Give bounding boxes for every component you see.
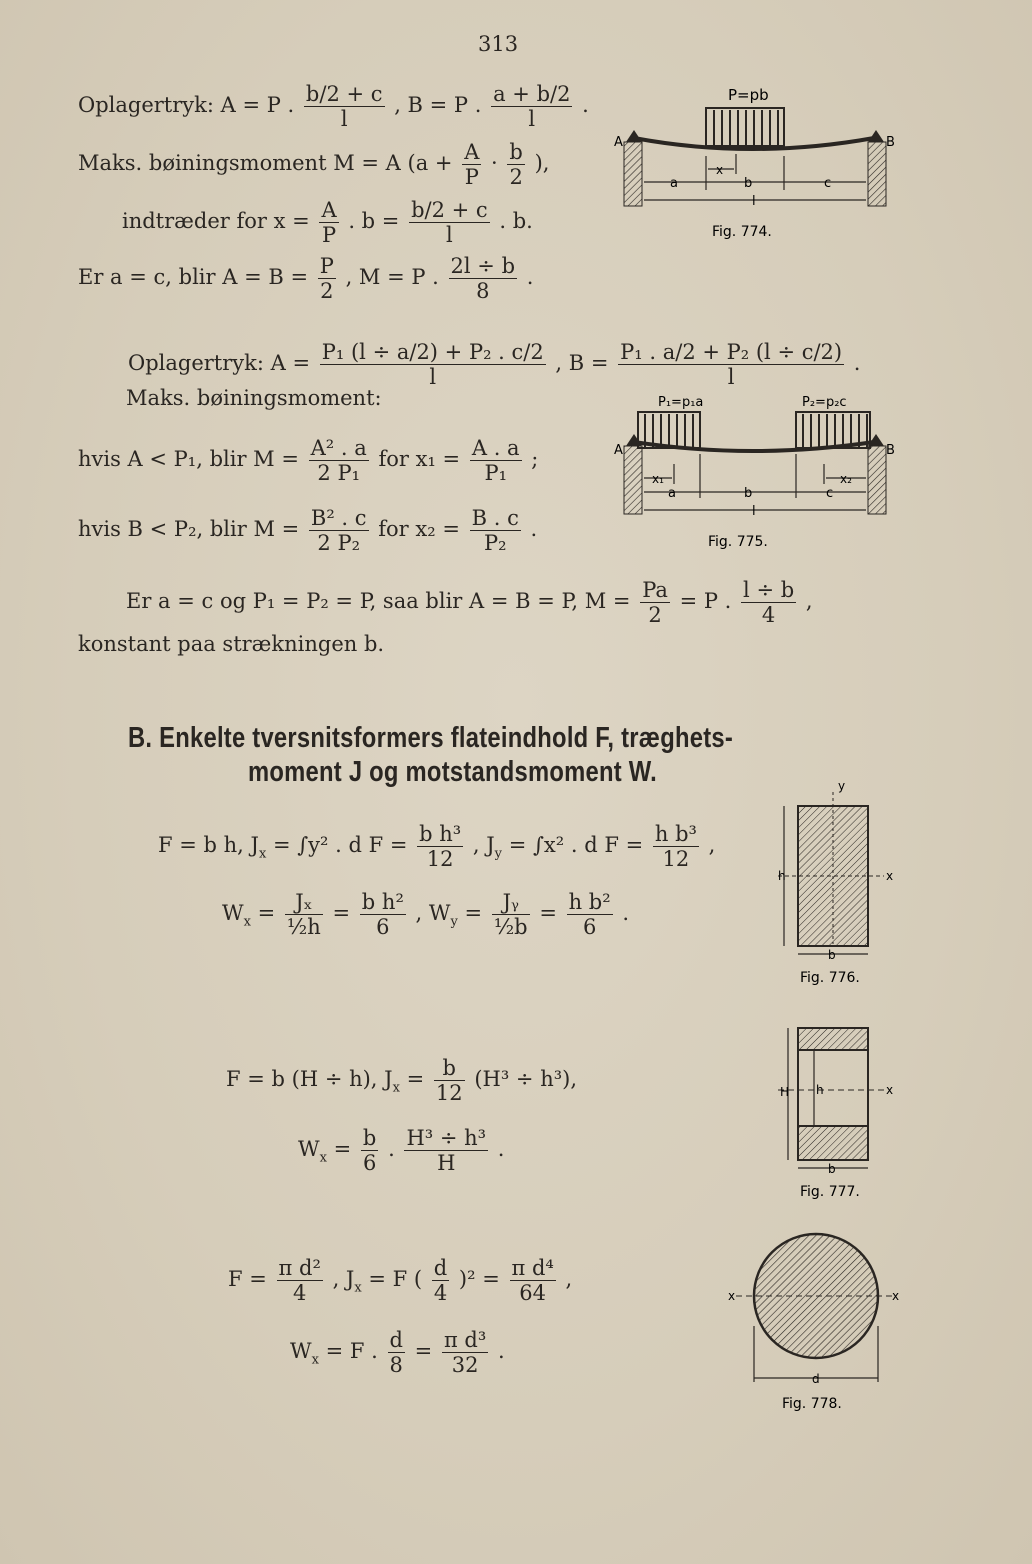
figure-caption: Fig. 778. (782, 1396, 842, 1412)
sec2-line-symmetric (126, 578, 813, 627)
formula-part: , B = P . (394, 93, 482, 118)
formula-part: A = B = (222, 265, 309, 290)
formula-part: = (332, 901, 351, 926)
denominator: 12 (426, 847, 454, 872)
formula-part: . (622, 901, 630, 926)
formula-part: . b = (348, 209, 400, 234)
support-label-b: B (886, 135, 895, 150)
formula-part: , (805, 589, 813, 614)
formula-part: x₁ = (415, 447, 461, 472)
fig775-diagram (612, 388, 902, 558)
numerator: h b³ (654, 822, 697, 846)
fraction (492, 890, 530, 939)
formula-part: for (378, 447, 409, 472)
formula-part: W (290, 1339, 312, 1364)
denominator: 6 (362, 1151, 377, 1176)
formula-part: = ∫y² . d F = (272, 833, 408, 858)
formula-part: = (539, 901, 557, 926)
denominator: 4 (433, 1281, 448, 1306)
fraction (470, 506, 521, 555)
figure-caption: Fig. 777. (800, 1184, 860, 1200)
formula-part: . (497, 1137, 505, 1162)
denominator: P (321, 223, 337, 248)
denominator: 2 P₂ (317, 531, 361, 556)
dim-b: b (744, 486, 753, 501)
denominator: H (437, 1151, 456, 1176)
fraction (432, 1256, 449, 1305)
numerator: P₁ (l ÷ a/2) + P₂ . c/2 (321, 340, 544, 364)
dim-a: a (670, 176, 678, 191)
subscript: x (311, 1352, 319, 1368)
formula-part: . (526, 265, 534, 290)
subscript: x (392, 1080, 400, 1096)
formula-part: = F . (325, 1339, 378, 1364)
denominator: 64 (519, 1281, 547, 1306)
numerator: π d⁴ (511, 1256, 554, 1280)
formula-part: x = (273, 209, 310, 234)
formula-part: , M = P . (345, 265, 439, 290)
formula-part: = ∫x² . d F = (508, 833, 644, 858)
bottom-flange (798, 1126, 868, 1160)
fraction (309, 436, 369, 485)
denominator: 2 (509, 165, 523, 190)
dim-x: x (716, 163, 724, 177)
subscript: x (258, 846, 267, 862)
dim-b: b (828, 1162, 836, 1176)
denominator: 4 (761, 603, 776, 628)
fraction (470, 436, 522, 485)
formula-part: , J (332, 1267, 355, 1292)
section-heading-line2: moment J og motstandsmoment W. (248, 756, 658, 788)
formula-part: W (298, 1137, 320, 1162)
fraction (507, 140, 524, 189)
formula-part: = (414, 1339, 433, 1364)
fraction (319, 198, 338, 247)
fig776-diagram (770, 778, 910, 988)
formula-part: A = P . (220, 93, 295, 118)
numerator: P₁ . a/2 + P₂ (l ÷ c/2) (620, 340, 843, 364)
label: Oplagertryk: (128, 351, 264, 376)
denominator: ½h (286, 915, 321, 940)
numerator: l ÷ b (743, 578, 795, 602)
load-arrows (714, 110, 778, 146)
fraction (567, 890, 613, 939)
sec1-line-max-moment (78, 140, 549, 189)
denominator: 6 (582, 915, 597, 940)
axis-x-label-left: x (728, 1289, 736, 1303)
formula-part: · (491, 151, 498, 176)
formula-part: M = (253, 517, 300, 542)
numerator: A² . a (310, 436, 367, 460)
numerator: b/2 + c (411, 198, 488, 222)
formula-part: = (333, 1137, 352, 1162)
sec2-line-case-a (78, 436, 538, 485)
numerator: Pa (642, 578, 668, 602)
denominator: l (340, 107, 348, 132)
fraction (449, 254, 517, 303)
denominator: l (429, 365, 437, 390)
dim-b: b (828, 948, 836, 962)
fig774-diagram (612, 80, 902, 260)
formula-part: , W (415, 901, 451, 926)
formula-part: = (464, 901, 483, 926)
numerator: 2l ÷ b (450, 254, 516, 278)
load-arrows (645, 414, 867, 448)
hollow-formula-line2 (298, 1126, 504, 1175)
formula-part: . (497, 1339, 505, 1364)
label: indtræder for (122, 209, 267, 234)
support-label-a: A (614, 135, 623, 150)
fraction (318, 254, 336, 303)
support-label-a: A (614, 443, 623, 458)
subscript: y (450, 914, 458, 930)
denominator: 2 (320, 279, 334, 304)
numerator: H³ ÷ h³ (406, 1126, 487, 1150)
dim-H: H (780, 1085, 790, 1099)
formula-part: (H³ ÷ h³), (474, 1067, 578, 1092)
numerator: A (464, 140, 480, 164)
figure-caption: Fig. 776. (800, 970, 860, 986)
sec1-line-occurs-at (122, 198, 533, 247)
axis-x-label: x (886, 1083, 894, 1097)
fraction (640, 578, 670, 627)
fraction (462, 140, 481, 189)
formula-part: = (406, 1067, 425, 1092)
formula-part: F = b h, J (158, 833, 259, 858)
formula-part: , (708, 833, 716, 858)
formula-part: = (257, 901, 276, 926)
numerator: P (319, 254, 334, 278)
subscript: x (354, 1280, 362, 1296)
fraction (309, 506, 369, 555)
fraction (277, 1256, 323, 1305)
dim-d: d (812, 1372, 820, 1386)
right-support-tip (868, 130, 884, 142)
sec2-line-support-forces (128, 340, 860, 389)
numerator: h b² (568, 890, 611, 914)
fraction (653, 822, 699, 871)
fraction (404, 1126, 488, 1175)
sec1-line-symmetric (78, 254, 533, 303)
formula-part: . (853, 351, 861, 376)
denominator: 8 (476, 279, 490, 304)
dim-x2: x₂ (840, 472, 852, 486)
formula-part: F = (228, 1267, 267, 1292)
dim-h: h (778, 869, 786, 883)
fraction (360, 890, 406, 939)
numerator: A (321, 198, 337, 222)
numerator: b/2 + c (305, 82, 383, 106)
load1-label: P₁=p₁a (658, 395, 704, 410)
fraction (491, 82, 572, 131)
rect-formula-line2 (222, 890, 629, 939)
numerator: b (362, 1126, 377, 1150)
dim-l: l (752, 194, 756, 209)
denominator: 4 (293, 1281, 307, 1306)
left-support (624, 142, 642, 206)
sec1-line-support-forces (78, 82, 589, 131)
subscript: y (494, 846, 503, 862)
figure-caption: Fig. 775. (708, 534, 768, 550)
formula-part: x₂ = (415, 517, 460, 542)
dimension-lines (644, 454, 866, 510)
dim-x1: x₁ (652, 472, 664, 486)
fraction (442, 1328, 488, 1377)
denominator: 12 (435, 1081, 463, 1106)
left-support-tip (626, 434, 642, 446)
subscript: x (319, 1150, 327, 1166)
formula-part: = P . (679, 589, 732, 614)
numerator: b (434, 1056, 465, 1081)
fig777-diagram (770, 1022, 910, 1202)
formula-part: . (388, 1137, 395, 1162)
fraction (618, 340, 844, 389)
denominator: 32 (451, 1353, 479, 1378)
numerator: B . c (471, 506, 519, 530)
circle-formula-line1 (228, 1256, 572, 1305)
dim-c: c (826, 486, 834, 501)
fraction (304, 82, 385, 131)
circle-formula-line2 (290, 1328, 505, 1377)
dim-c: c (824, 176, 832, 191)
denominator: P₁ (484, 461, 507, 486)
label: Er a = c, blir (78, 265, 216, 290)
formula-part: . (582, 93, 589, 118)
axis-y-label: y (838, 779, 846, 793)
support-label-b: B (886, 443, 895, 458)
numerator: Jₓ (285, 890, 323, 915)
denominator: 2 (648, 603, 662, 628)
numerator: B² . c (310, 506, 367, 530)
left-support (624, 446, 642, 514)
dim-h: h (816, 1083, 824, 1097)
axis-x-label-right: x (892, 1289, 900, 1303)
formula-part: Er a = c og P₁ = P₂ = P, saa blir A = B = P, M = (126, 589, 631, 614)
numerator: π d³ (443, 1328, 487, 1352)
figure-caption: Fig. 774. (712, 224, 772, 240)
formula-part: = F ( (368, 1267, 423, 1292)
section-heading-line1: B. Enkelte tversnitsformers flateindhold F, træghets- (128, 722, 734, 754)
formula-part: , B = (555, 351, 609, 376)
fraction (320, 340, 546, 389)
right-support (868, 446, 886, 514)
formula-part: ; (531, 447, 539, 472)
dim-b: b (744, 176, 753, 191)
numerator: A . a (471, 436, 520, 460)
formula-part: for (378, 517, 409, 542)
formula-part: A = (270, 351, 311, 376)
numerator: π d² (278, 1256, 321, 1280)
label: Maks. bøiningsmoment (78, 151, 327, 176)
formula-part: ), (534, 151, 550, 176)
formula-part: W (222, 901, 244, 926)
formula-part: , J (472, 833, 495, 858)
top-flange (798, 1028, 868, 1050)
right-support (868, 142, 886, 206)
fraction (417, 822, 463, 871)
load-label: P=pb (728, 86, 769, 104)
page-number: 313 (478, 32, 519, 56)
sec2-line-max-moment: Maks. bøiningsmoment: (126, 386, 382, 410)
numerator: b h² (361, 890, 404, 914)
numerator: Jᵧ (492, 890, 530, 915)
fraction (285, 890, 323, 939)
numerator: b h³ (419, 822, 462, 846)
numerator: d (433, 1256, 448, 1280)
sec2-line-constant: konstant paa strækningen b. (78, 632, 385, 656)
denominator: l (528, 107, 536, 132)
formula-part: )² = (458, 1267, 500, 1292)
numerator: d (389, 1328, 403, 1352)
formula-part: . b. (499, 209, 533, 234)
load2-label: P₂=p₂c (802, 395, 847, 410)
dim-a: a (668, 486, 676, 501)
fraction (434, 1056, 465, 1105)
numerator: a + b/2 (493, 82, 571, 106)
subscript: x (243, 914, 251, 930)
denominator: 12 (662, 847, 690, 872)
label: Oplagertryk: (78, 93, 214, 118)
denominator: l (446, 223, 453, 248)
hollow-formula-line1 (226, 1056, 577, 1105)
fraction (409, 198, 490, 247)
label: hvis B < P₂, blir (78, 517, 247, 542)
denominator: 2 P₁ (317, 461, 360, 486)
formula-part: , (565, 1267, 573, 1292)
sec2-line-case-b (78, 506, 537, 555)
denominator: ½b (493, 915, 528, 940)
dim-l: l (752, 504, 756, 519)
fraction (388, 1328, 405, 1377)
fraction (361, 1126, 378, 1175)
left-support-tip (626, 130, 642, 142)
fig778-diagram (726, 1226, 906, 1416)
denominator: l (727, 365, 735, 390)
denominator: P₂ (483, 531, 507, 556)
axis-x-label: x (886, 869, 894, 883)
formula-part: F = b (H ÷ h), J (226, 1067, 393, 1092)
numerator: b (509, 140, 523, 164)
label: hvis A < P₁, blir (78, 447, 247, 472)
formula-part: M = A (a + (333, 151, 453, 176)
formula-part: . (530, 517, 538, 542)
denominator: 6 (376, 915, 390, 940)
formula-part: M = (253, 447, 299, 472)
rect-formula-line1 (158, 822, 715, 871)
denominator: 8 (389, 1353, 403, 1378)
fraction (510, 1256, 556, 1305)
denominator: P (464, 165, 479, 190)
fraction (741, 578, 796, 627)
